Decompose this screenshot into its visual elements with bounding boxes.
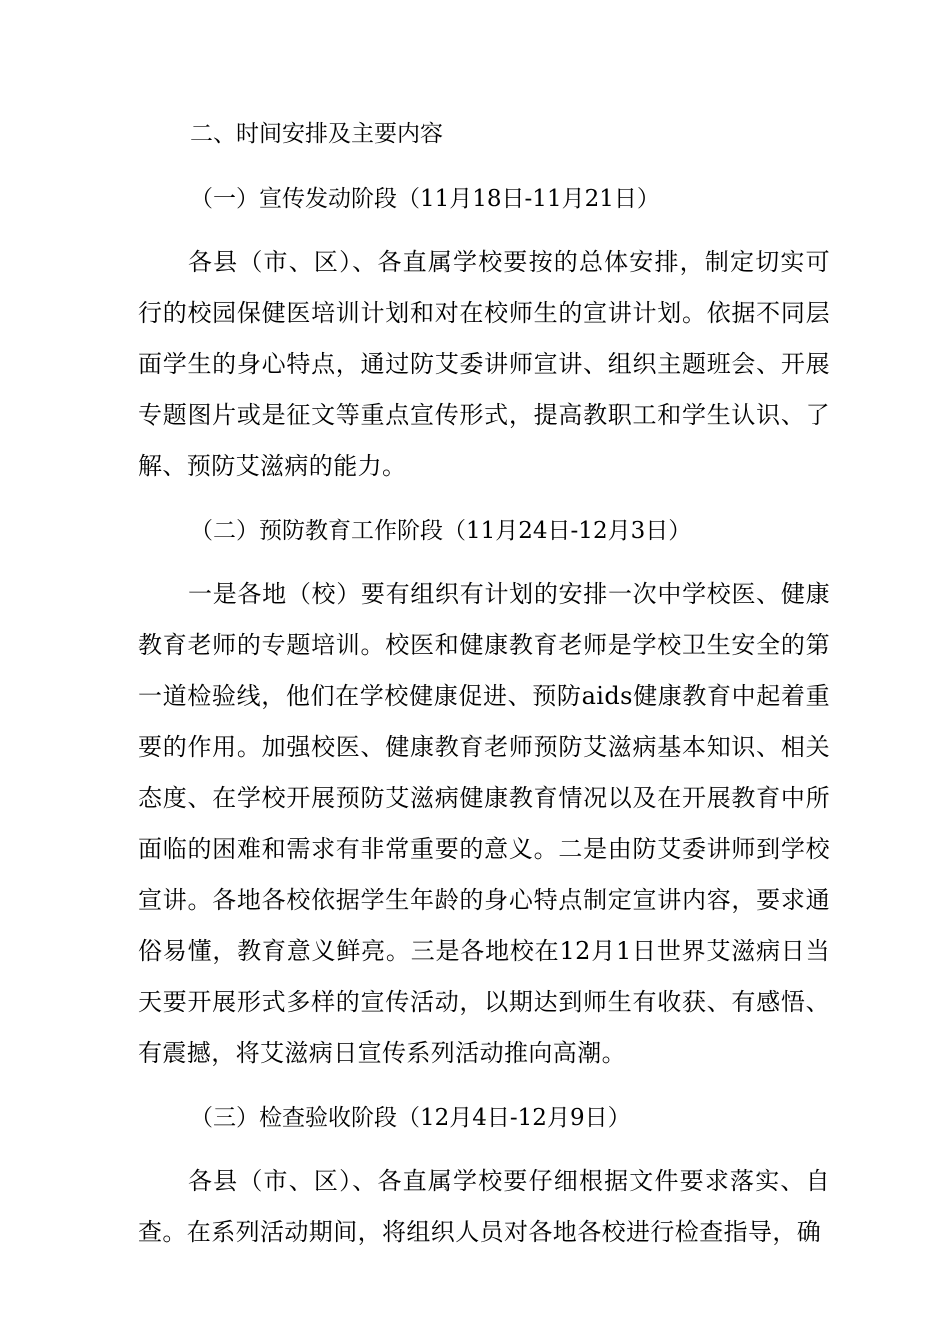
stage1-title: （一）宣传发动阶段（11月18日-11月21日） [190, 186, 660, 212]
stage2-title: （二）预防教育工作阶段（11月24日-12月3日） [190, 518, 692, 544]
stage2-paragraph: 一是各地（校）要有组织有计划的安排一次中学校医、健康教育老师的专题培训。校医和健康教育老师是学校卫生安全的第一道检验线，他们在学校健康促进、预防aids健康教育中起着重要的作用。加强校医、健康教育老师预防艾滋病基本知识、相关态度、在学校开展预防艾滋病健康教育情况以及在开展教育中所面临的困难和需求有非常重要的意义。二是由防艾委讲师到学校宣讲。各地各校依据学生年龄的身心特点制定宣讲内容，要求通俗易懂，教育意义鲜亮。三是各地校在12月1日世界艾滋病日当天要开展形式多样的宣传活动，以期达到师生有收获、有感悟、有震撼，将艾滋病日宣传系列活动推向高潮。 [138, 580, 830, 1067]
document-body [138, 107, 830, 1270]
section-title: 二、时间安排及主要内容 [190, 121, 443, 147]
stage3-title: （三）检查验收阶段（12月4日-12月9日） [190, 1105, 631, 1131]
stage1-paragraph: 各县（市、区）、各直属学校要按的总体安排，制定切实可行的校园保健医培训计划和对在校师生的宣讲计划。依据不同层面学生的身心特点，通过防艾委讲师宣讲、组织主题班会、开展专题图片或是征文等重点宣传形式，提高教职工和学生认识、了解、预防艾滋病的能力。 [138, 248, 830, 480]
stage3-paragraph: 各县（市、区）、各直属学校要仔细根据文件要求落实、自查。在系列活动期间，将组织人员对各地各校进行检查指导，确 [138, 1167, 830, 1246]
